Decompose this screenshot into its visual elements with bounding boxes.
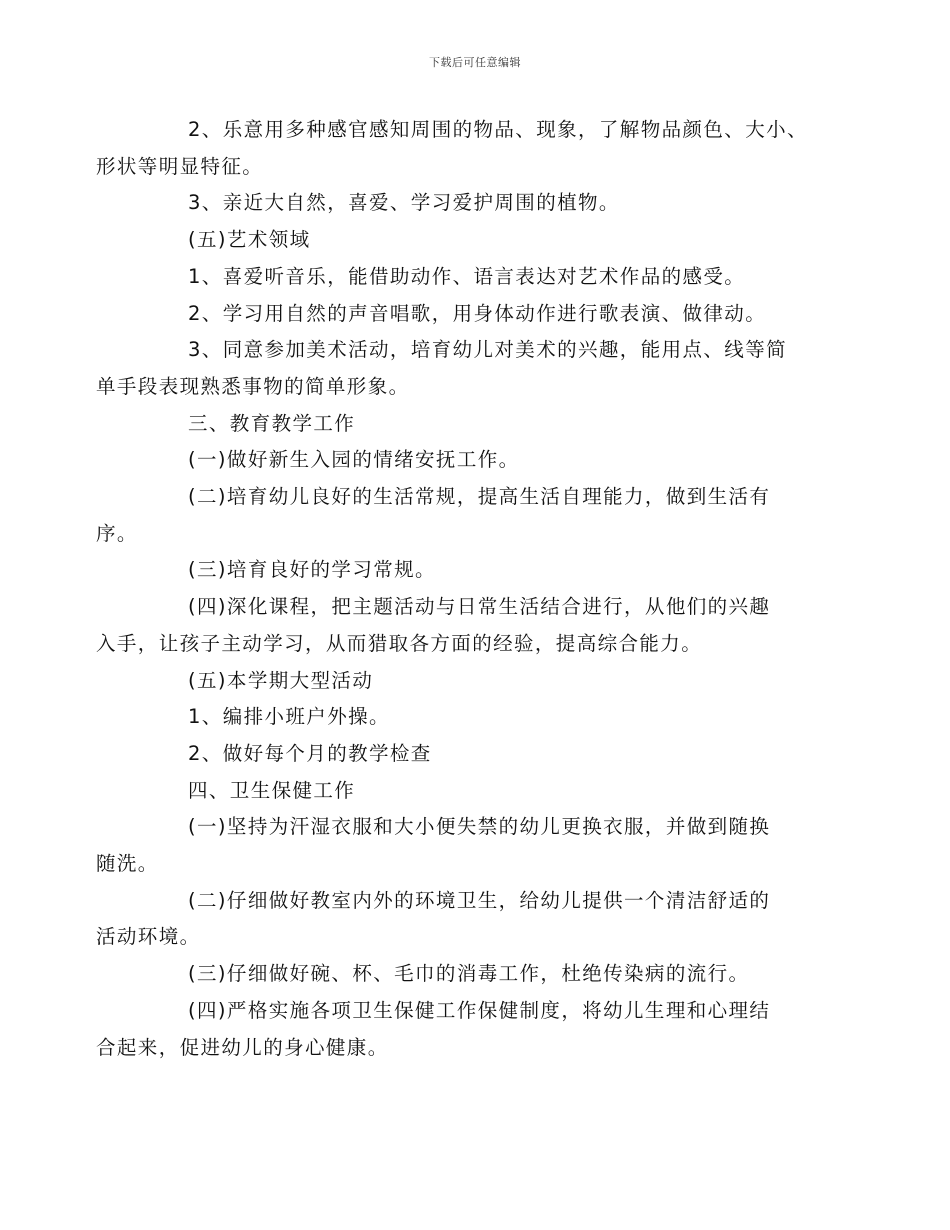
paragraph-line: 3、同意参加美术活动，培育幼儿对美术的兴趣，能用点、线等简 xyxy=(188,338,788,362)
paragraph-18 xyxy=(142,956,810,993)
paragraph-line: (四)严格实施各项卫生保健工作保健制度，将幼儿生理和心理结 xyxy=(188,998,771,1022)
paragraph-line: (五)艺术领域 xyxy=(188,228,311,252)
paragraph-1 xyxy=(96,112,810,185)
paragraph-line: 1、编排小班户外操。 xyxy=(188,705,390,729)
paragraph-line: 形状等明显特征。 xyxy=(96,154,264,178)
paragraph-line: 单手段表现熟悉事物的简单形象。 xyxy=(96,374,410,398)
section-heading-health xyxy=(142,773,810,810)
paragraph-11 xyxy=(96,589,810,662)
paragraph-line: (二)仔细做好教室内外的环境卫生，给幼儿提供一个清洁舒适的 xyxy=(188,888,771,912)
paragraph-line: (一)坚持为汗湿衣服和大小便失禁的幼儿更换衣服，并做到随换 xyxy=(188,815,771,839)
paragraph-2 xyxy=(142,185,810,222)
paragraph-line: 活动环境。 xyxy=(96,925,201,949)
paragraph-line: (五)本学期大型活动 xyxy=(188,668,374,692)
paragraph-line: (二)培育幼儿良好的生活常规，提高生活自理能力，做到生活有 xyxy=(188,485,771,509)
paragraph-4 xyxy=(142,259,810,296)
paragraph-line: 2、做好每个月的教学检查 xyxy=(188,741,432,765)
document-body xyxy=(96,112,810,1066)
paragraph-9 xyxy=(96,479,810,552)
page-header: 下载后可任意编辑 xyxy=(429,56,521,69)
paragraph-13 xyxy=(142,699,810,736)
paragraph-6 xyxy=(96,332,810,405)
paragraph-line: (四)深化课程，把主题活动与日常生活结合进行，从他们的兴趣 xyxy=(188,595,771,619)
paragraph-line: 3、亲近大自然，喜爱、学习爱护周围的植物。 xyxy=(188,191,620,215)
paragraph-line: 2、乐意用多种感官感知周围的物品、现象，了解物品颜色、大小、 xyxy=(188,118,808,141)
paragraph-12 xyxy=(142,663,810,700)
paragraph-10 xyxy=(142,552,810,589)
paragraph-line: (三)仔细做好碗、杯、毛巾的消毒工作，杜绝传染病的流行。 xyxy=(188,962,750,986)
paragraph-line: 三、教育教学工作 xyxy=(188,411,356,435)
paragraph-19 xyxy=(96,993,810,1066)
section-heading-arts xyxy=(142,222,810,259)
paragraph-line: 入手，让孩子主动学习，从而猎取各方面的经验，提高综合能力。 xyxy=(96,631,703,655)
paragraph-line: 合起来，促进幼儿的身心健康。 xyxy=(96,1035,389,1059)
paragraph-line: (三)培育良好的学习常规。 xyxy=(188,558,436,582)
paragraph-line: 1、喜爱听音乐，能借助动作、语言表达对艺术作品的感受。 xyxy=(188,264,746,288)
paragraph-line: 随洗。 xyxy=(96,852,159,876)
paragraph-16 xyxy=(96,809,810,882)
paragraph-line: 2、学习用自然的声音唱歌，用身体动作进行歌表演、做律动。 xyxy=(188,301,767,325)
paragraph-17 xyxy=(96,883,810,956)
paragraph-8 xyxy=(142,442,810,479)
paragraph-line: (一)做好新生入园的情绪安抚工作。 xyxy=(188,448,520,472)
paragraph-line: 序。 xyxy=(96,521,138,545)
paragraph-line: 四、卫生保健工作 xyxy=(188,778,356,802)
paragraph-14 xyxy=(142,736,810,773)
section-heading-teaching xyxy=(142,406,810,443)
paragraph-5 xyxy=(142,296,810,333)
